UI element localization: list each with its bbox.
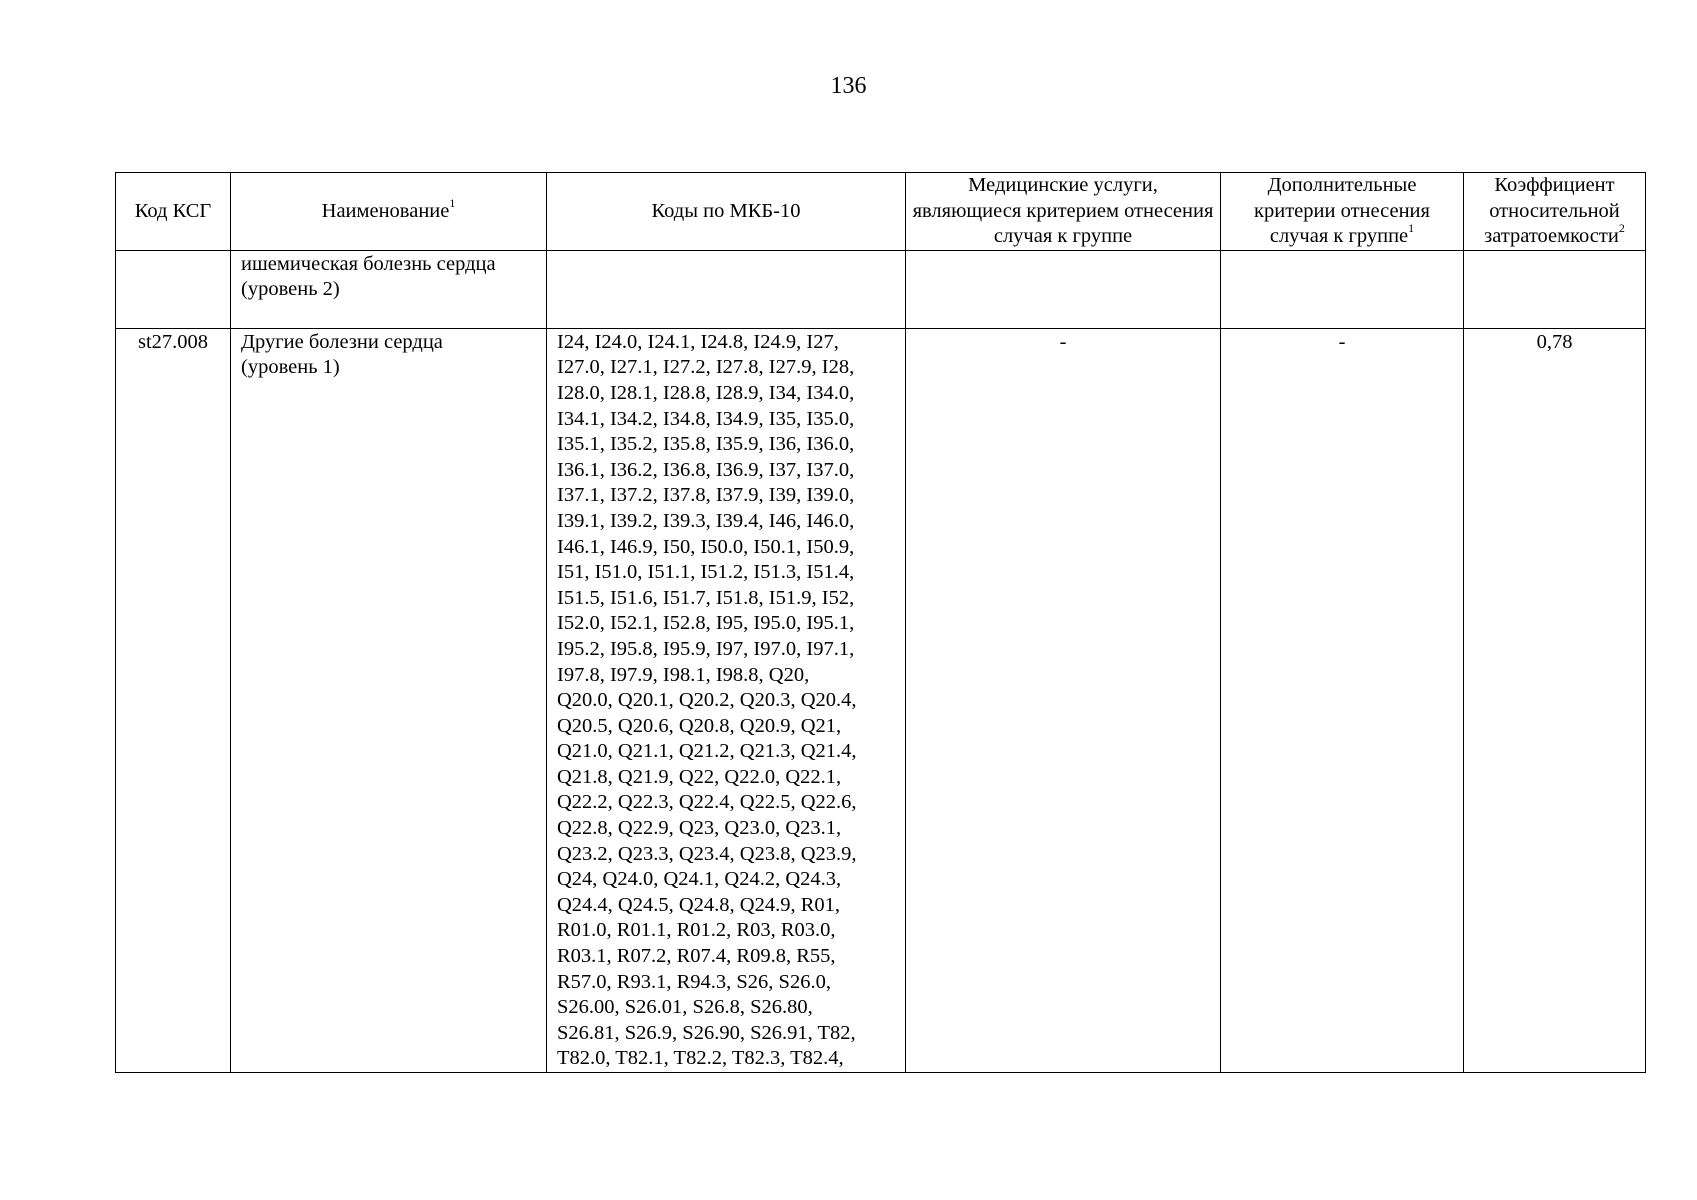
mkb-codes-line: S26.00, S26.01, S26.8, S26.80, <box>557 996 813 1019</box>
mkb-codes-line: I52.0, I52.1, I52.8, I95, I95.0, I95.1, <box>557 612 855 635</box>
cell-ksg-code: st27.008 <box>116 328 231 1072</box>
cell-extra-criteria: - <box>1221 328 1464 1072</box>
mkb-codes-line: I46.1, I46.9, I50, I50.0, I50.1, I50.9, <box>557 535 855 558</box>
cell-name <box>231 250 547 328</box>
mkb-codes-line: Q20.5, Q20.6, Q20.8, Q20.9, Q21, <box>557 714 842 737</box>
mkb-codes-line: I95.2, I95.8, I95.9, I97, I97.0, I97.1, <box>557 637 855 660</box>
mkb-codes-line: I51, I51.0, I51.1, I51.2, I51.3, I51.4, <box>557 561 855 584</box>
mkb-codes-line: Q24.4, Q24.5, Q24.8, Q24.9, R01, <box>557 893 841 916</box>
mkb-codes-line: I39.1, I39.2, I39.3, I39.4, I46, I46.0, <box>557 509 855 532</box>
mkb-codes-line: Q22.2, Q22.3, Q22.4, Q22.5, Q22.6, <box>557 791 857 814</box>
header-cost-coefficient: Коэффициент относительной затратоемкости$^2$ <box>1464 173 1646 251</box>
mkb-codes-line: I35.1, I35.2, I35.8, I35.9, I36, I36.0, <box>557 433 855 456</box>
page-number: 136 <box>830 73 867 99</box>
mkb-codes-line: Q21.0, Q21.1, Q21.2, Q21.3, Q21.4, <box>557 740 857 763</box>
name-line: (уровень 2) <box>241 278 340 301</box>
cell-ksg-code <box>116 250 231 328</box>
ksg-table <box>115 172 1646 1073</box>
mkb-codes-line: T82.0, T82.1, T82.2, T82.3, T82.4, <box>557 1047 844 1070</box>
mkb-codes-line: R01.0, R01.1, R01.2, R03, R03.0, <box>557 919 836 942</box>
cell-cost-coefficient <box>1464 250 1646 328</box>
mkb-codes-line: R57.0, R93.1, R94.3, S26, S26.0, <box>557 970 831 993</box>
mkb-codes-line: I36.1, I36.2, I36.8, I36.9, I37, I37.0, <box>557 458 855 481</box>
cell-medical-services: - <box>906 328 1221 1072</box>
name-line: Другие болезни сердца <box>241 330 443 353</box>
cell-medical-services <box>906 250 1221 328</box>
header-ksg-code: Код КСГ <box>116 173 231 251</box>
header-mkb-codes: Коды по МКБ-10 <box>547 173 906 251</box>
mkb-codes-line: Q24, Q24.0, Q24.1, Q24.2, Q24.3, <box>557 868 842 891</box>
table-header-row <box>116 173 1646 251</box>
table-row-continuation <box>116 250 1646 328</box>
mkb-codes-line: I28.0, I28.1, I28.8, I28.9, I34, I34.0, <box>557 381 855 404</box>
cell-extra-criteria <box>1221 250 1464 328</box>
mkb-codes-line: S26.81, S26.9, S26.90, S26.91, T82, <box>557 1021 856 1044</box>
mkb-codes-line: Q20.0, Q20.1, Q20.2, Q20.3, Q20.4, <box>557 689 857 712</box>
cell-mkb-codes <box>547 328 906 1072</box>
mkb-codes-line: I34.1, I34.2, I34.8, I34.9, I35, I35.0, <box>557 407 855 430</box>
mkb-codes-line: I51.5, I51.6, I51.7, I51.8, I51.9, I52, <box>557 586 855 609</box>
mkb-codes-line: I27.0, I27.1, I27.2, I27.8, I27.9, I28, <box>557 356 855 379</box>
footnote-mark: 1 <box>1408 221 1415 236</box>
mkb-codes-line: I24, I24.0, I24.1, I24.8, I24.9, I27, <box>557 330 839 353</box>
header-medical-services: Медицинские услуги, являющиеся критерием отнесения случая к группе <box>906 173 1221 251</box>
name-line: ишемическая болезнь сердца <box>241 252 496 275</box>
cell-mkb-codes <box>547 250 906 328</box>
mkb-codes-line: Q23.2, Q23.3, Q23.4, Q23.8, Q23.9, <box>557 842 857 865</box>
name-line: (уровень 1) <box>241 356 340 379</box>
footnote-mark: 2 <box>1618 221 1625 236</box>
header-extra-criteria: Дополнительные критерии отнесения случая к группе$^1$ <box>1221 173 1464 251</box>
mkb-codes-line: Q22.8, Q22.9, Q23, Q23.0, Q23.1, <box>557 817 842 840</box>
footnote-mark: 1 <box>449 195 456 210</box>
mkb-codes-line: I97.8, I97.9, I98.1, I98.8, Q20, <box>557 663 810 686</box>
mkb-codes-line: R03.1, R07.2, R07.4, R09.8, R55, <box>557 945 836 968</box>
cell-cost-coefficient: 0,78 <box>1464 328 1646 1072</box>
mkb-codes-line: Q21.8, Q21.9, Q22, Q22.0, Q22.1, <box>557 765 842 788</box>
cell-name <box>231 328 547 1072</box>
table-row-st27-008 <box>116 328 1646 1072</box>
header-name: Наименование$^1$ <box>231 173 547 251</box>
mkb-codes-line: I37.1, I37.2, I37.8, I37.9, I39, I39.0, <box>557 484 855 507</box>
